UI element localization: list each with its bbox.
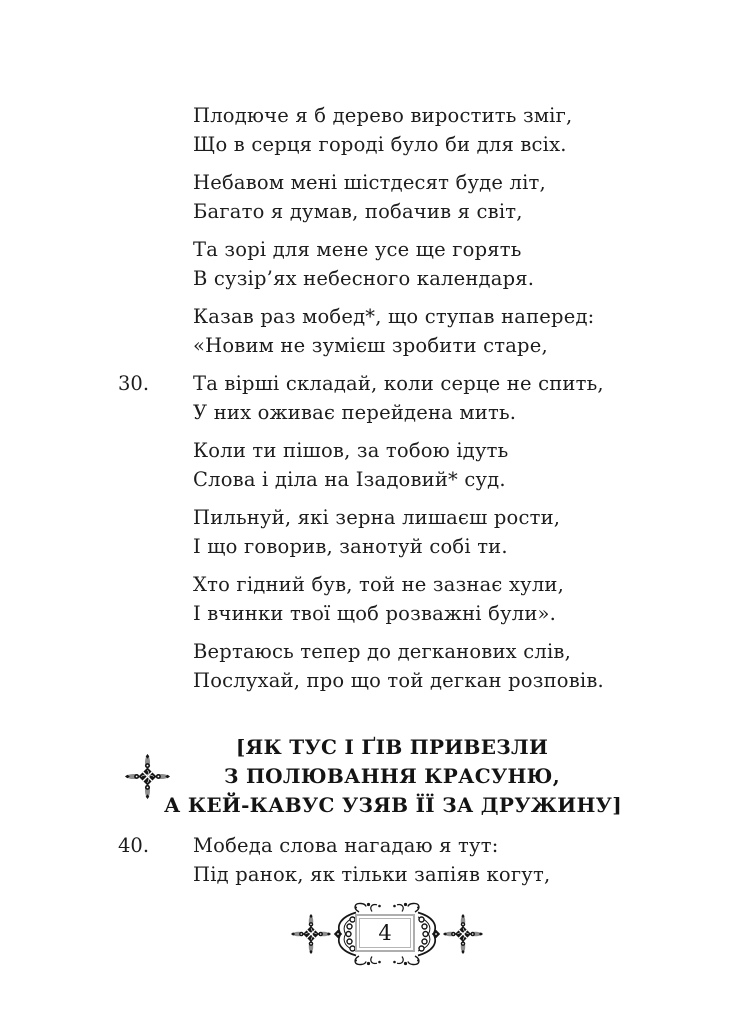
floral-rosette-icon: [291, 914, 331, 954]
verse-line: Та вірші складай, коли серце не спить,: [193, 372, 604, 395]
verse-line: Мобеда слова нагадаю я тут:: [193, 834, 499, 857]
verse-line: Пильнуй, які зерна лишаєш рости,: [193, 506, 561, 529]
stanza: [193, 436, 604, 494]
verse-line: Хто гідний був, той не зазнає хули,: [193, 573, 564, 596]
verse-number: 30.: [118, 372, 150, 395]
verse-line: Плодюче я б дерево виростить зміг,: [193, 104, 573, 127]
verse-line: Що в серця городі було би для всіх.: [193, 133, 567, 156]
stanza: [193, 637, 604, 695]
stanza: [193, 168, 604, 226]
verse-line: «Новим не зумієш зробити старе,: [193, 334, 548, 357]
page-number-cartouche: [333, 901, 441, 967]
stanza: [193, 503, 604, 561]
verse-line: Слова і діла на Ізадовий* суд.: [193, 468, 506, 491]
stanza: [118, 369, 604, 427]
page-number-frame: [355, 914, 415, 952]
poem-stanzas: [118, 101, 604, 704]
verse-line: Послухай, про що той дегкан розповів.: [193, 669, 604, 692]
verse-line: Під ранок, як тільки запіяв когут,: [193, 863, 551, 886]
verse-line: Небавом мені шістдесят буде літ,: [193, 171, 546, 194]
poem-stanzas-continued: [118, 831, 551, 898]
page-number: 4: [378, 920, 392, 945]
verse-line: Казав раз мобед*, що ступав наперед:: [193, 305, 595, 328]
section-heading-line: З ПОЛЮВАННЯ КРАСУНЮ,: [224, 764, 560, 788]
verse-line: Вертаюсь тепер до дегканових слів,: [193, 640, 571, 663]
section-heading-line: А КЕЙ-КАВУС УЗЯВ ЇЇ ЗА ДРУЖИНУ]: [164, 793, 622, 817]
verse-number: 40.: [118, 834, 150, 857]
verse-line: І що говорив, занотуй собі ти.: [193, 535, 508, 558]
verse-line: Та зорі для мене усе ще горять: [193, 238, 522, 261]
stanza: [118, 831, 551, 889]
stanza: [193, 235, 604, 293]
verse-line: В сузір’ях небесного календаря.: [193, 267, 535, 290]
floral-rosette-icon: [443, 914, 483, 954]
verse-line: У них оживає перейдена мить.: [193, 401, 517, 424]
verse-line: Багато я думав, побачив я світ,: [193, 200, 523, 223]
section-heading-line: [ЯК ТУС І ҐІВ ПРИВЕЗЛИ: [235, 735, 549, 759]
section-heading: [164, 733, 620, 820]
verse-line: Коли ти пішов, за тобою ідуть: [193, 439, 509, 462]
verse-line: І вчинки твої щоб розважні були».: [193, 602, 557, 625]
stanza: [193, 570, 604, 628]
stanza: [193, 302, 604, 360]
page-number-frame-inner: [359, 918, 411, 948]
stanza: [193, 101, 604, 159]
